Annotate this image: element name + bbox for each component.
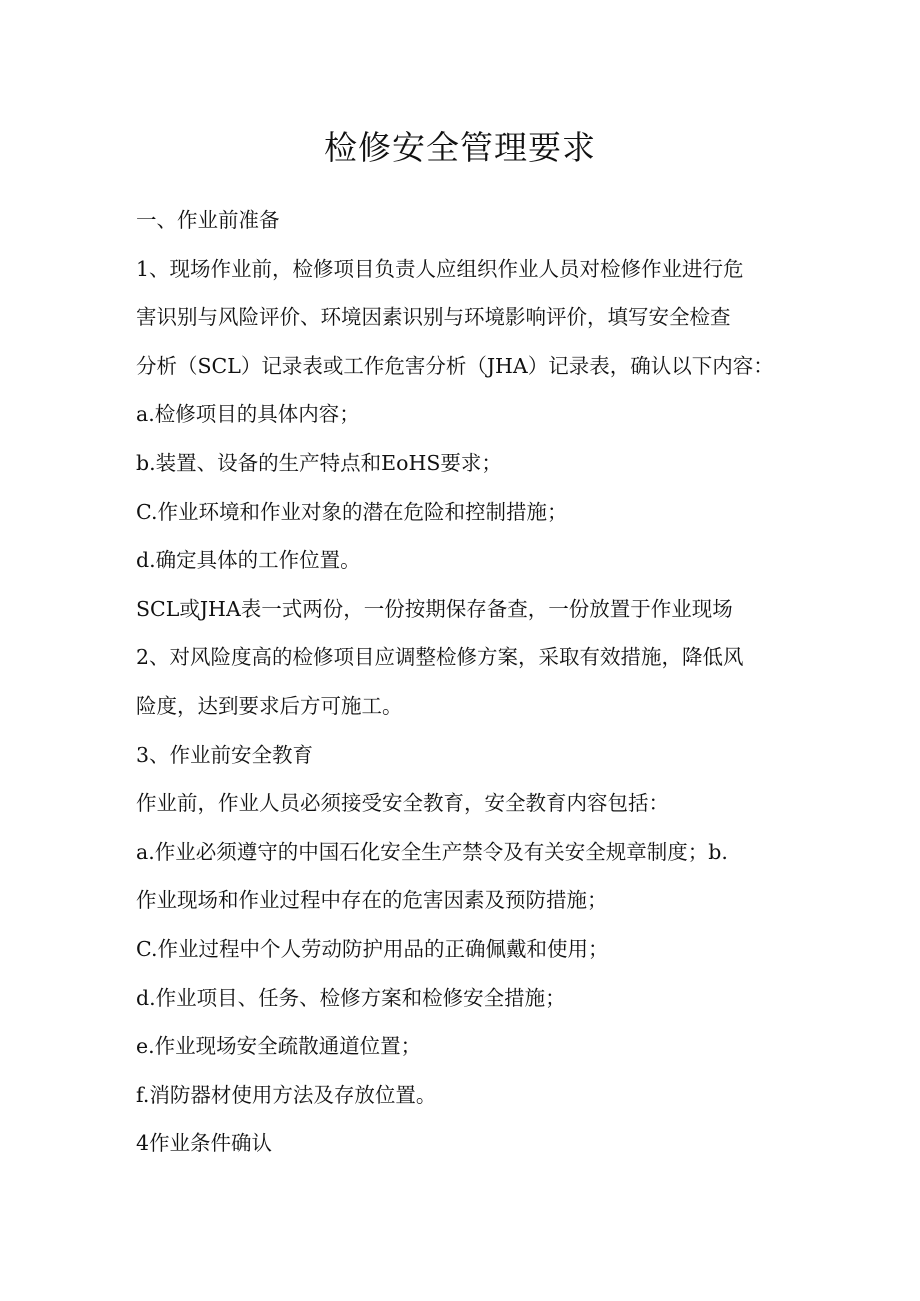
list-item: a.作业必须遵守的中国石化安全生产禁令及有关安全规章制度；b. [136,839,728,864]
paragraph-line: 害识别与风险评价、环境因素识别与环境影响评价，填写安全检查 [136,305,731,330]
paragraph-line: 2、对风险度高的检修项目应调整检修方案，采取有效措施，降低风 [136,645,744,670]
list-item: C.作业过程中个人劳动防护用品的正确佩戴和使用； [136,936,609,961]
paragraph-line: 1、现场作业前，检修项目负责人应组织作业人员对检修作业进行危 [136,256,744,281]
list-item: d.确定具体的工作位置。 [136,548,361,573]
list-item: a.检修项目的具体内容； [136,402,360,427]
paragraph-line: 险度，达到要求后方可施工。 [136,693,403,718]
list-item: C.作业环境和作业对象的潜在危险和控制措施； [136,499,568,524]
paragraph-line: SCL或JHA表一式两份，一份按期保存备查，一份放置于作业现场 [136,596,733,621]
list-item: f.消防器材使用方法及存放位置。 [136,1082,437,1107]
section-heading: 4作业条件确认 [136,1131,273,1156]
paragraph-line: 分析（SCL）记录表或工作危害分析（JHA）记录表，确认以下内容： [136,353,774,378]
paragraph-line: 作业前，作业人员必须接受安全教育，安全教育内容包括： [136,791,669,816]
document-title: 检修安全管理要求 [324,128,596,167]
section-heading: 一、作业前准备 [136,208,280,232]
list-item: 作业现场和作业过程中存在的危害因素及预防措施； [136,888,608,913]
list-item: b.装置、设备的生产特点和EoHS要求； [136,450,502,475]
list-item: d.作业项目、任务、检修方案和检修安全措施； [136,985,566,1010]
section-heading: 3、作业前安全教育 [136,742,314,767]
list-item: e.作业现场安全疏散通道位置； [136,1034,422,1059]
document-body [136,196,786,1168]
